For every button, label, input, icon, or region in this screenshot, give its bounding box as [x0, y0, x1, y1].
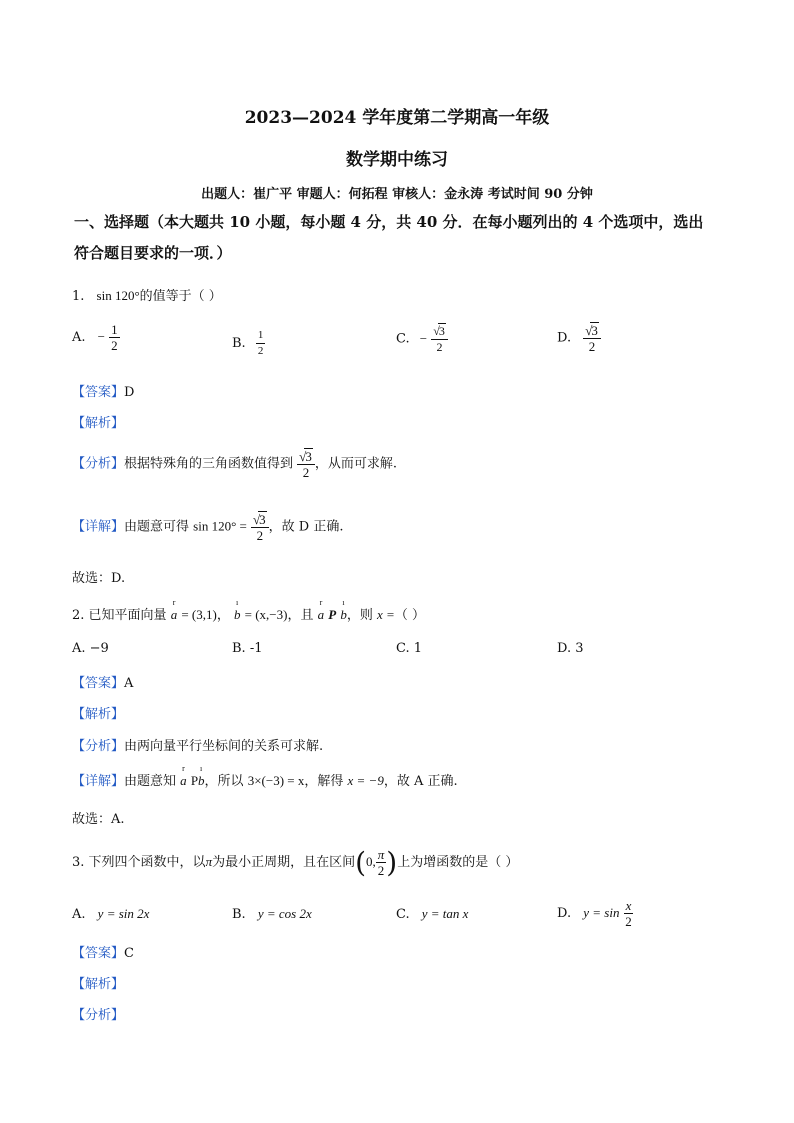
exam-meta: 出题人：崔广平 审题人：何拓程 审核人：金永涛 考试时间 90 分钟	[201, 187, 593, 202]
section-heading-line1: 一、选择题（本大题共 10 小题，每小题 4 分，共 40 分．在每小题列出的 4 个选项中，选出	[74, 213, 704, 231]
q1-option-a: A. − $\frac{1}{2}$	[72, 322, 118, 353]
fenxi-tag: 【分析】	[72, 1008, 125, 1023]
fraction: $\frac{x}{2}$	[625, 898, 632, 929]
q1-choose: 故选：D.	[72, 571, 126, 586]
fraction: $\frac{\pi}{2}$	[377, 847, 385, 878]
q3-analysis	[72, 973, 124, 992]
q2-option-d: D. 3	[557, 641, 584, 656]
q3-option-b: B. y = cos 2x	[232, 906, 312, 922]
q3-answer: 【答案】C	[72, 946, 134, 961]
q2-option-c: C. 1	[396, 641, 423, 656]
q2-fenxi: 【分析】由两向量平行坐标间的关系可求解.	[72, 739, 324, 754]
q1-option-d: D. $\frac{√3}{2}$	[557, 322, 601, 354]
analysis-tag: 【解析】	[72, 416, 125, 431]
q1-analysis	[72, 412, 124, 431]
page-subtitle: 数学期中练习	[346, 150, 448, 170]
question-2: 2. 已知平面向量 r a = (3,1)， ı b = (x,−3)，且 r a P ı b，则 x =（ ）	[72, 598, 425, 623]
q1-option-b: B. $\frac{1}{2}$	[232, 329, 264, 357]
vector-a: r a	[170, 598, 178, 622]
vector-b: ı b	[234, 598, 241, 622]
q2-option-b: B. -1	[232, 641, 263, 656]
fraction: $\frac{√3}{2}$	[583, 322, 601, 354]
detail-tag: 【详解】	[72, 774, 125, 789]
analysis-tag: 【解析】	[72, 707, 125, 722]
q1-fenxi: 【分析】根据特殊角的三角函数值得到 $\frac{√3}{2}$ ，从而可求解.	[72, 449, 397, 480]
q3-fenxi	[72, 1004, 124, 1023]
fraction: $\frac{1}{2}$	[111, 322, 118, 353]
fraction: $\frac{1}{2}$	[257, 329, 264, 357]
analysis-tag: 【解析】	[72, 977, 125, 992]
section-heading-line2: 符合题目要求的一项．）	[74, 244, 232, 262]
q2-option-a: A. −9	[72, 641, 109, 656]
answer-tag: 【答案】	[72, 676, 125, 691]
fenxi-tag: 【分析】	[72, 739, 125, 754]
q2-answer: 【答案】A	[72, 676, 134, 691]
question-text: 的值等于（ ）	[139, 289, 222, 304]
fraction: $\frac{√3}{2}$	[431, 323, 448, 355]
question-3: 3. 下列四个函数中，以π为最小正周期，且在区间(0, $\frac{\pi}{2}$ )上为增函数的是（ ）	[72, 846, 519, 879]
question-1	[72, 285, 222, 304]
q3-option-a: A. y = sin 2x	[72, 906, 150, 922]
question-expr: sin 120°	[96, 288, 140, 303]
q1-option-c: C. − $\frac{√3}{2}$	[396, 323, 448, 355]
fraction: $\frac{√3}{2}$	[251, 511, 269, 543]
fraction: $\frac{√3}{2}$	[297, 448, 315, 480]
answer-tag: 【答案】	[72, 385, 125, 400]
answer-tag: 【答案】	[72, 946, 125, 961]
q1-detail: 【详解】由题意可得 sin 120° = $\frac{√3}{2}$ ，故 D 正确.	[72, 512, 344, 543]
page-title: 2023—2024 学年度第二学期高一年级	[244, 108, 550, 128]
fenxi-tag: 【分析】	[72, 456, 125, 472]
q3-option-c: C. y = tan x	[396, 906, 469, 922]
detail-tag: 【详解】	[72, 519, 125, 535]
q1-answer: 【答案】D	[72, 385, 135, 400]
question-number: 1.	[72, 289, 85, 304]
question-number: 2.	[72, 608, 85, 623]
question-number: 3.	[72, 855, 85, 870]
q2-choose: 故选：A.	[72, 812, 125, 827]
q3-option-d: D. y = sin $\frac{x}{2}$	[557, 898, 632, 929]
q2-analysis	[72, 703, 124, 722]
q2-detail: 【详解】由题意知 r a P ı b，所以 3×(−3) = x，解得 x = −9，故 A 正确.	[72, 764, 458, 789]
